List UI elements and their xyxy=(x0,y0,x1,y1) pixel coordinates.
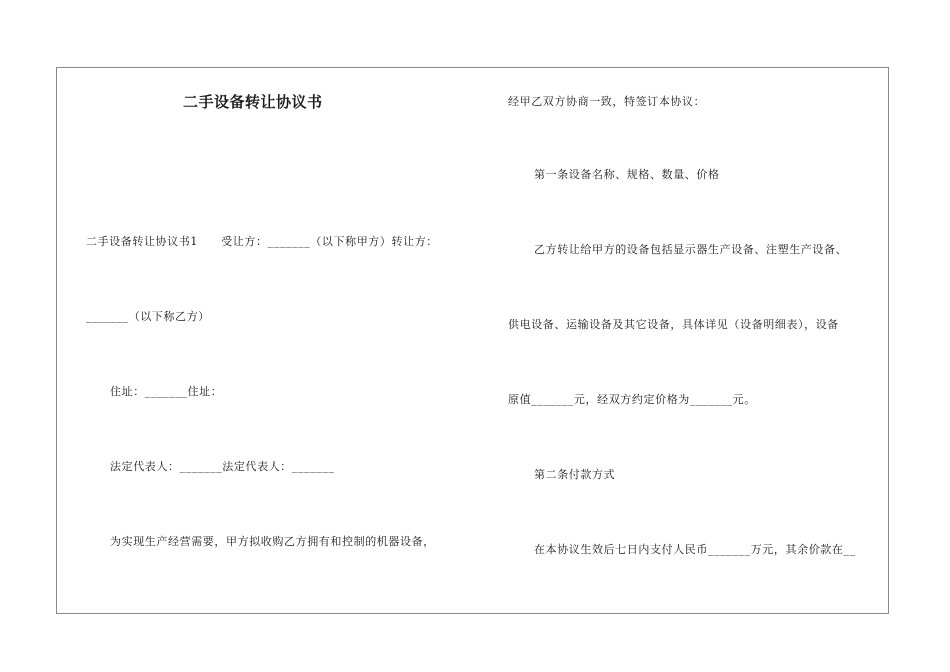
article-2-heading: 第二条付款方式 xyxy=(534,468,616,481)
left-paragraph-parties: 二手设备转让协议书1 受让方：_______（以下称甲方）转让方： xyxy=(86,235,438,248)
right-paragraph-equipment-2: 供电设备、运输设备及其它设备，具体详见（设备明细表），设备 xyxy=(508,318,839,331)
right-paragraph-agreement: 经甲乙双方协商一致，特签订本协议： xyxy=(508,95,706,108)
right-paragraph-payment: 在本协议生效后七日内支付人民币_______万元，其余价款在__ xyxy=(534,543,856,556)
right-paragraph-equipment-1: 乙方转让给甲方的设备包括显示器生产设备、注塑生产设备、 xyxy=(534,243,848,256)
left-paragraph-party-b: _______（以下称乙方） xyxy=(86,310,210,323)
right-paragraph-price: 原值_______元，经双方约定价格为_______元。 xyxy=(508,393,756,406)
document-title: 二手设备转让协议书 xyxy=(183,93,323,111)
document-page xyxy=(56,67,889,614)
left-paragraph-legal-rep: 法定代表人：_______法定代表人：_______ xyxy=(110,460,335,473)
article-1-heading: 第一条设备名称、规格、数量、价格 xyxy=(534,168,720,181)
left-paragraph-address: 住址：_______住址： xyxy=(110,385,223,398)
left-paragraph-purpose: 为实现生产经营需要，甲方拟收购乙方拥有和控制的机器设备， xyxy=(110,535,435,548)
